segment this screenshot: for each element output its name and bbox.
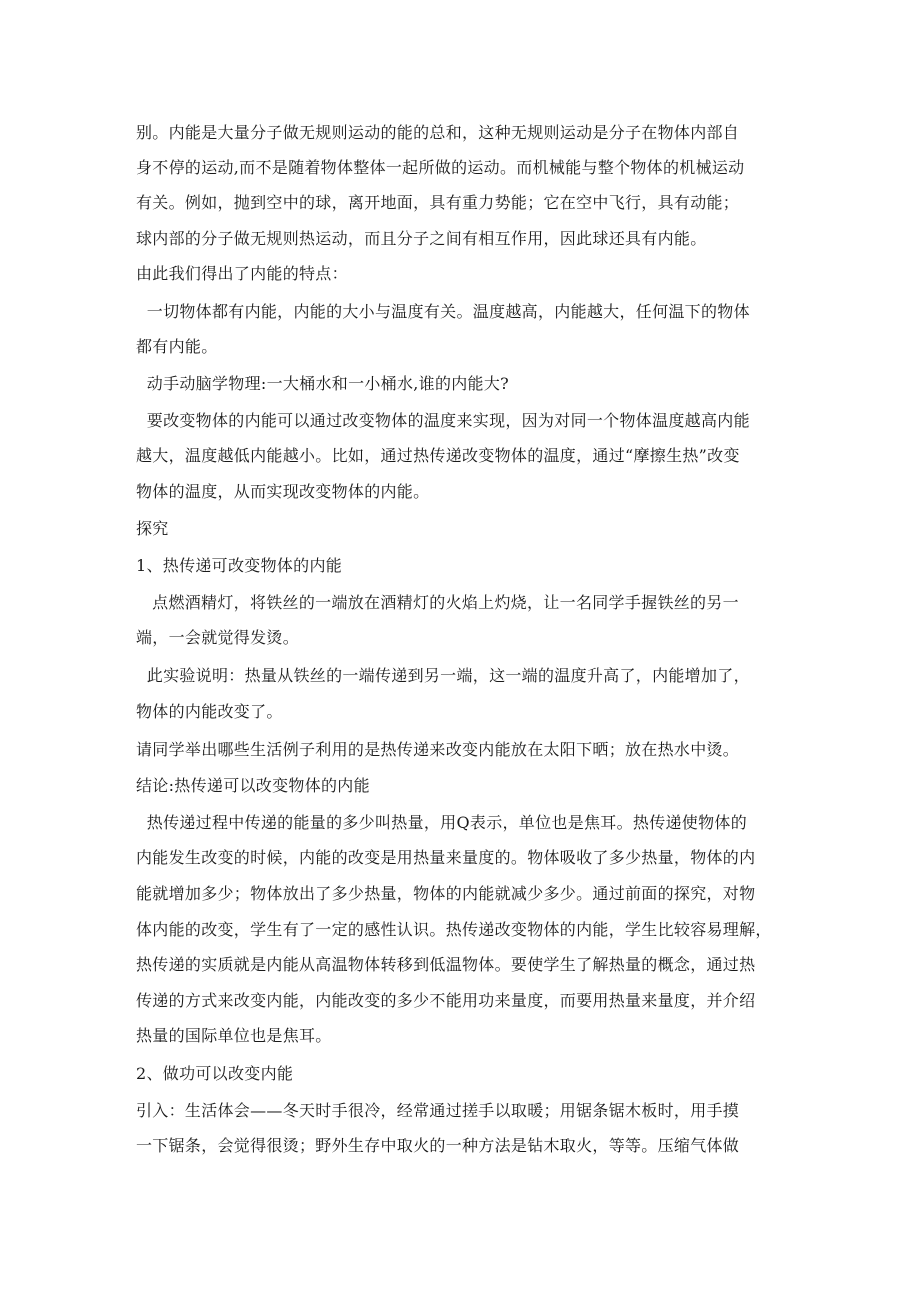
text-line: 越大，温度越低内能越小。比如，通过热传递改变物体的温度，通过“摩擦生热”改变 xyxy=(136,446,740,465)
subsection-heading: 2、做功可以改变内能 xyxy=(136,1064,294,1083)
text-line: 结论:热传递可以改变物体的内能 xyxy=(136,776,370,795)
text-line: 一切物体都有内能，内能的大小与温度有关。温度越高，内能越大，任何温下的物体 xyxy=(136,302,750,321)
text-line: 物体的温度，从而实现改变物体的内能。 xyxy=(136,482,430,501)
text-line: 请同学举出哪些生活例子利用的是热传递来改变内能放在太阳下晒；放在热水中烫。 xyxy=(136,740,740,759)
text-line: 热量的国际单位也是焦耳。 xyxy=(136,1026,332,1045)
text-line: 一下锯条，会觉得很烫；野外生存中取火的一种方法是钻木取火，等等。压缩气体做 xyxy=(136,1136,740,1155)
text-line: 点燃酒精灯，将铁丝的一端放在酒精灯的火焰上灼烧，让一名同学手握铁丝的另一 xyxy=(136,593,739,612)
text-line: 要改变物体的内能可以通过改变物体的温度来实现，因为对同一个物体温度越高内能 xyxy=(136,411,750,430)
section-heading: 探究 xyxy=(136,519,169,538)
text-line: 传递的方式来改变内能，内能改变的多少不能用功来量度，而要用热量来量度，并介绍 xyxy=(136,991,756,1010)
text-line: 由此我们得出了内能的特点： xyxy=(136,264,348,283)
text-line: 动手动脑学物理:一大桶水和一小桶水,谁的内能大? xyxy=(136,374,510,393)
text-line: 物体的内能改变了。 xyxy=(136,702,283,721)
text-line: 都有内能。 xyxy=(136,337,218,356)
text-line: 此实验说明：热量从铁丝的一端传递到另一端，这一端的温度升高了，内能增加了， xyxy=(136,666,750,685)
subsection-heading: 1、热传递可改变物体的内能 xyxy=(136,556,343,575)
text-line: 球内部的分子做无规则热运动，而且分子之间有相互作用，因此球还具有内能。 xyxy=(136,229,707,248)
text-line: 体内能的改变，学生有了一定的感性认识。热传递改变物体的内能，学生比较容易理解， xyxy=(136,920,772,939)
text-line: 引入：生活体会——冬天时手很冷，经常通过搓手以取暖；用锯条锯木板时，用手摸 xyxy=(136,1101,740,1120)
text-line: 热传递过程中传递的能量的多少叫热量，用Q表示，单位也是焦耳。热传递使物体的 xyxy=(136,813,747,832)
text-line: 身不停的运动,而不是随着物体整体一起所做的运动。而机械能与整个物体的机械运动 xyxy=(136,158,745,177)
text-line: 能就增加多少；物体放出了多少热量，物体的内能就减少多少。通过前面的探究，对物 xyxy=(136,884,756,903)
text-line: 有关。例如，抛到空中的球，离开地面，具有重力势能；它在空中飞行，具有动能； xyxy=(136,193,740,212)
text-line: 端，一会就觉得发烫。 xyxy=(136,628,300,647)
text-line: 内能发生改变的时候，内能的改变是用热量来量度的。物体吸收了多少热量，物体的内 xyxy=(136,848,756,867)
text-line: 别。内能是大量分子做无规则运动的能的总和，这种无规则运动是分子在物体内部自 xyxy=(136,123,740,142)
text-line: 热传递的实质就是内能从高温物体转移到低温物体。要使学生了解热量的概念，通过热 xyxy=(136,955,756,974)
